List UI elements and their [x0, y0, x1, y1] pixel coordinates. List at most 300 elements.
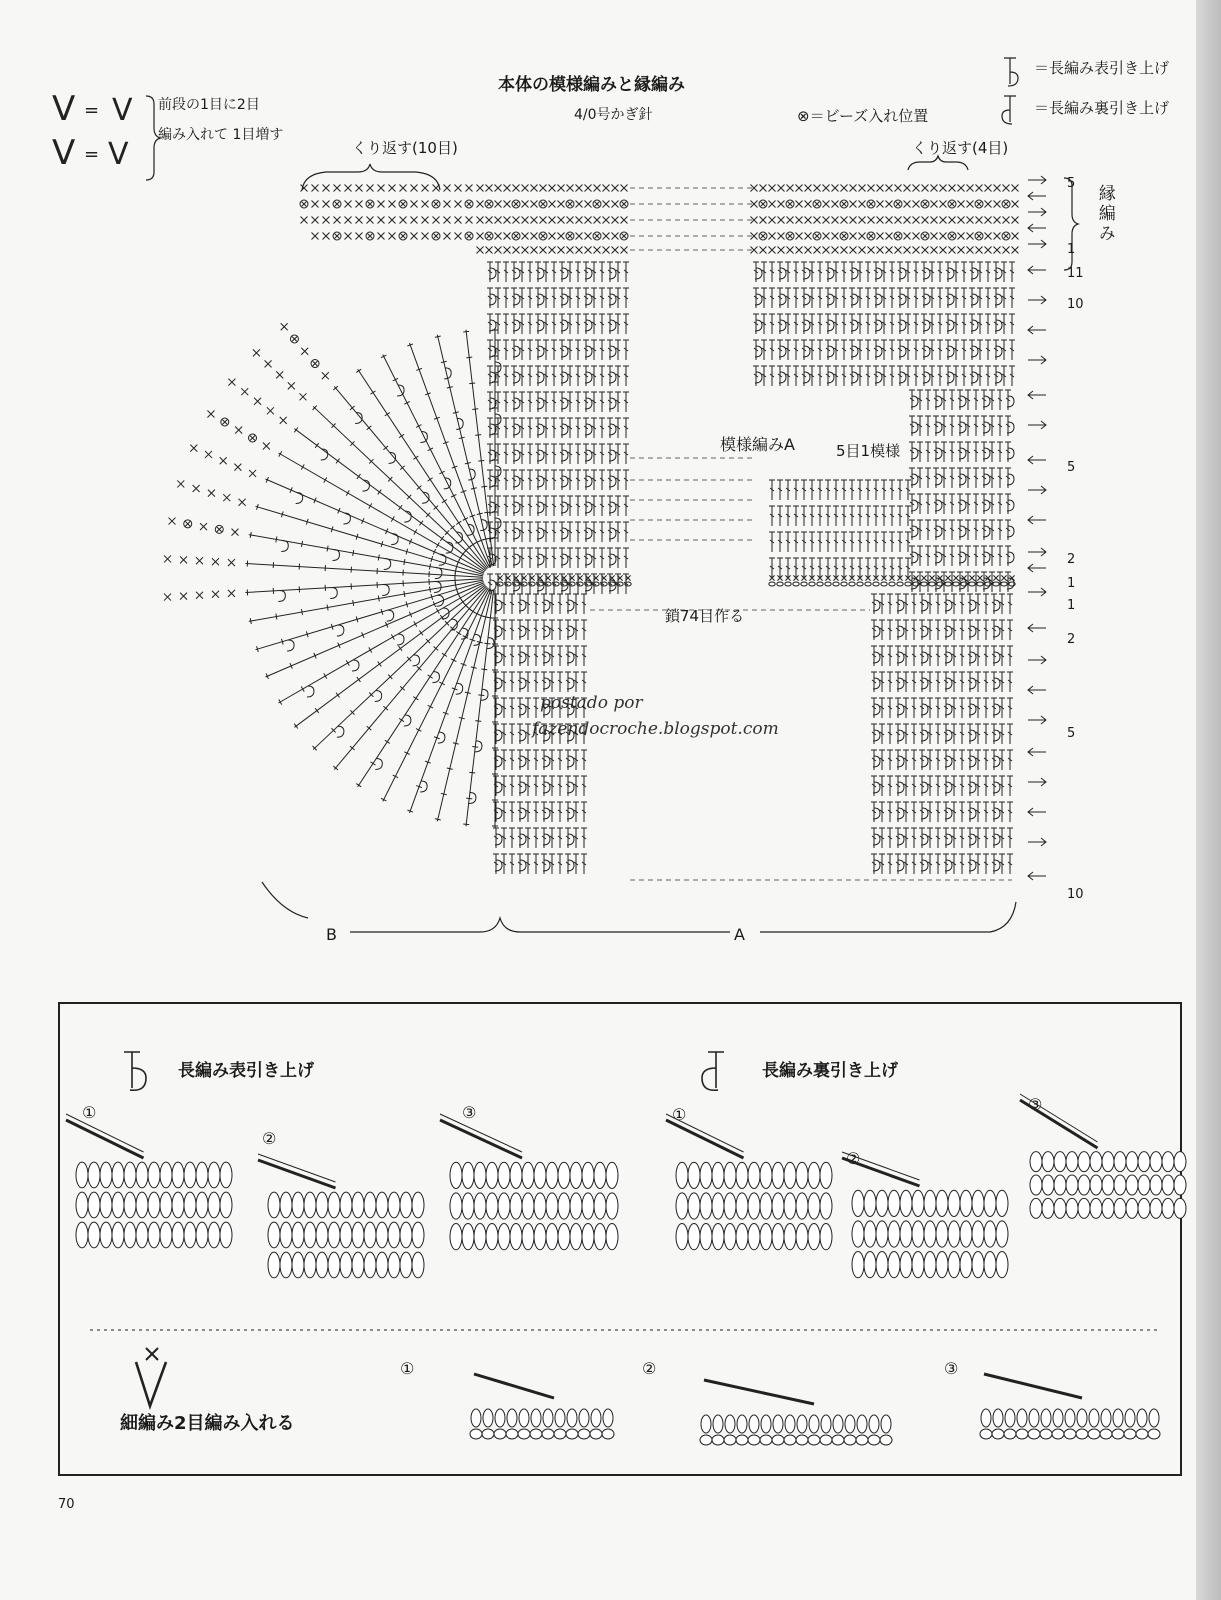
sc-mark	[778, 217, 785, 224]
sc-mark	[896, 234, 901, 239]
sc-mark	[455, 217, 462, 224]
sc-mark	[976, 185, 983, 192]
fpdc-legend: ＝長編み表引き上げ	[1034, 59, 1170, 77]
fan-tick	[276, 614, 277, 620]
sc-mark	[940, 233, 947, 240]
post-mark	[337, 726, 344, 737]
sc-mark	[622, 234, 627, 239]
fan-tick	[463, 331, 469, 332]
sc-mark	[603, 247, 610, 254]
row-arrow	[1028, 838, 1046, 846]
dc-mark	[503, 366, 509, 386]
sc-mark	[896, 202, 901, 207]
fan-tick	[475, 435, 481, 436]
sc-mark	[345, 201, 352, 208]
dc-mark	[623, 574, 629, 594]
dc-mark	[935, 620, 941, 640]
dc-mark	[889, 288, 895, 308]
dc-mark	[801, 480, 807, 500]
sc-mark	[531, 185, 538, 192]
fan-tick	[484, 512, 490, 513]
sc-mark	[778, 233, 785, 240]
sc2-tutorial-title: 細編み2目編み入れる	[120, 1413, 295, 1434]
dc-mark	[857, 506, 863, 526]
sc-mark	[334, 185, 341, 192]
sc-mark	[958, 185, 965, 192]
sc-mark	[621, 247, 628, 254]
sc-mark	[950, 234, 955, 239]
sc-mark	[594, 217, 601, 224]
fan-tick	[414, 529, 417, 534]
row-arrow	[1028, 391, 1046, 399]
dc-mark	[623, 548, 629, 568]
sc-mark	[993, 575, 998, 580]
sc-mark	[585, 233, 592, 240]
sc-mark	[513, 185, 520, 192]
fan-tick	[463, 824, 469, 825]
dc-mark	[887, 854, 893, 874]
dc-mark	[841, 506, 847, 526]
fan-tick	[315, 443, 319, 448]
dc-mark	[925, 520, 931, 540]
dc-mark	[509, 750, 515, 770]
sc-mark	[234, 464, 241, 471]
sc-mark	[940, 217, 947, 224]
sc-mark	[477, 201, 484, 208]
dc-mark	[887, 802, 893, 822]
dc-mark	[817, 480, 823, 500]
fan-tick	[414, 621, 417, 626]
sc-mark	[323, 185, 330, 192]
fpdc-step-1: ①	[82, 1103, 97, 1122]
sc-mark	[356, 201, 363, 208]
fan-ray	[383, 355, 490, 568]
sc-mark	[281, 323, 288, 330]
fan-tick	[399, 434, 404, 437]
sc-mark	[841, 185, 848, 192]
dc-mark	[575, 548, 581, 568]
sc-mark	[378, 185, 385, 192]
sc-mark	[850, 185, 857, 192]
row-num-lower-10: 10	[1067, 887, 1084, 902]
sc-mark	[504, 217, 511, 224]
dc-mark	[599, 574, 605, 594]
dc-mark	[581, 594, 587, 614]
sc-mark	[322, 372, 329, 379]
sc-mark	[895, 247, 902, 254]
sc-mark	[334, 217, 341, 224]
sc-mark	[931, 185, 938, 192]
dc-mark	[769, 506, 775, 526]
sc-mark	[504, 233, 511, 240]
fan-tick	[399, 718, 404, 721]
dc-mark	[983, 620, 989, 640]
fan-tick	[465, 462, 471, 463]
dc-mark	[623, 366, 629, 386]
dc-mark	[817, 288, 823, 308]
dc-mark	[913, 340, 919, 360]
dc-mark	[581, 698, 587, 718]
sc-mark	[265, 360, 272, 367]
dc-mark	[937, 288, 943, 308]
fan-tick	[456, 631, 461, 634]
chain-mark	[889, 582, 895, 586]
dc-mark	[865, 366, 871, 386]
dc-mark	[503, 574, 509, 594]
sc-mark	[761, 202, 766, 207]
sc-mark	[832, 233, 839, 240]
sc-mark	[323, 233, 330, 240]
sc-mark	[267, 407, 274, 414]
sc-mark	[823, 217, 830, 224]
dc-mark	[623, 288, 629, 308]
dc-mark	[509, 672, 515, 692]
fan-tick	[447, 387, 453, 388]
fan-ray	[256, 581, 484, 649]
dc-mark	[785, 558, 791, 578]
fan-tick	[294, 427, 298, 432]
dc-mark	[623, 340, 629, 360]
dc-mark	[599, 444, 605, 464]
row-num-lower-2: 2	[1067, 632, 1076, 647]
sc-mark	[913, 233, 920, 240]
dc-mark	[935, 646, 941, 666]
dc-mark	[557, 854, 563, 874]
sc-mark	[477, 247, 484, 254]
dc-mark	[825, 558, 831, 578]
dc-mark	[983, 724, 989, 744]
fan-tick	[357, 677, 361, 682]
sc-mark	[467, 202, 472, 207]
dc-mark	[925, 494, 931, 514]
motif-label: 5目1模様	[836, 442, 901, 460]
dc-mark	[985, 314, 991, 334]
dc-mark	[817, 532, 823, 552]
sc-mark	[985, 217, 992, 224]
sc-mark	[389, 233, 396, 240]
bpdc-legend: ＝長編み裏引き上げ	[1034, 99, 1170, 117]
sc-mark	[401, 202, 406, 207]
fan-tick	[356, 784, 361, 787]
dc-mark	[557, 672, 563, 692]
sc-mark	[841, 247, 848, 254]
dc-mark	[937, 314, 943, 334]
dc-mark	[865, 340, 871, 360]
dc-mark	[581, 854, 587, 874]
sc-mark	[301, 217, 308, 224]
dc-mark	[817, 262, 823, 282]
dc-mark	[841, 288, 847, 308]
sc-mark	[345, 185, 352, 192]
sc-mark	[788, 234, 793, 239]
dc-mark	[857, 480, 863, 500]
dc-mark	[897, 506, 903, 526]
fpdc-step-2: ②	[262, 1129, 277, 1148]
fan-tick	[378, 596, 379, 602]
sc-mark	[1012, 201, 1019, 208]
sc-mark	[164, 555, 171, 562]
fan-tick	[441, 361, 447, 362]
dc-mark	[905, 558, 911, 578]
dc-mark	[913, 366, 919, 386]
sc-mark	[522, 233, 529, 240]
sc-mark	[444, 217, 451, 224]
sc-mark	[913, 217, 920, 224]
dc-mark	[793, 366, 799, 386]
fpdc-symbol	[1004, 58, 1018, 86]
fan-tick	[327, 605, 328, 611]
dc-mark	[533, 646, 539, 666]
sc-mark	[389, 185, 396, 192]
fan-ray	[256, 506, 484, 574]
sc-mark	[796, 217, 803, 224]
post-mark	[397, 634, 404, 645]
sc-mark	[558, 247, 565, 254]
dc-mark	[809, 532, 815, 552]
sc-mark	[814, 185, 821, 192]
fan-ray	[466, 590, 494, 826]
dc-mark	[937, 262, 943, 282]
row-arrow	[1028, 192, 1046, 200]
sc-mark	[612, 201, 619, 208]
svg-text:V: V	[112, 93, 133, 128]
fan-tick	[477, 513, 483, 514]
fan-tick	[276, 536, 277, 542]
sc2-step-3: ③	[944, 1359, 959, 1378]
sc-mark	[922, 247, 929, 254]
sc-mark	[769, 185, 776, 192]
dc-mark	[937, 340, 943, 360]
dc-mark	[581, 646, 587, 666]
bpdc-step-1: ①	[672, 1105, 687, 1124]
dc-mark	[793, 262, 799, 282]
chain-mark	[769, 582, 775, 586]
sc-mark	[877, 201, 884, 208]
post-mark	[387, 610, 394, 621]
dc-mark	[599, 522, 605, 542]
dc-mark	[887, 776, 893, 796]
dc-mark	[841, 480, 847, 500]
sc-mark	[850, 247, 857, 254]
dc-mark	[935, 802, 941, 822]
sc-mark	[778, 247, 785, 254]
dc-mark	[599, 418, 605, 438]
dc-mark	[623, 470, 629, 490]
dc-mark	[527, 366, 533, 386]
page-edge-shadow	[1196, 0, 1221, 1600]
sc-mark	[823, 233, 830, 240]
sc-mark	[823, 185, 830, 192]
row-num-right-10: 10	[1067, 297, 1084, 312]
fan-tick	[419, 631, 423, 636]
dc-mark	[873, 480, 879, 500]
chain-mark	[833, 582, 839, 586]
svg-text:V: V	[52, 133, 76, 173]
sc-mark	[953, 575, 958, 580]
post-mark	[438, 732, 445, 743]
row-arrow	[1028, 326, 1046, 334]
post-mark	[307, 686, 314, 697]
dc-mark	[817, 366, 823, 386]
bpdc-symbol	[1002, 96, 1016, 124]
dc-mark	[959, 776, 965, 796]
sc-mark	[250, 436, 255, 441]
dc-mark	[961, 340, 967, 360]
dc-mark	[949, 520, 955, 540]
sc-mark	[288, 382, 295, 389]
post-mark	[439, 554, 446, 565]
sc2-step-2: ②	[642, 1359, 657, 1378]
dc-mark	[599, 548, 605, 568]
dc-mark	[887, 620, 893, 640]
fan-tick	[456, 521, 461, 524]
row-arrow	[1028, 686, 1046, 694]
fan-ray	[409, 589, 490, 813]
sc-mark	[823, 247, 830, 254]
sc-mark	[568, 234, 573, 239]
chart-title: 本体の模様編みと縁編み	[498, 75, 685, 95]
dc-mark	[905, 532, 911, 552]
dc-mark	[527, 574, 533, 594]
fan-tick	[301, 686, 304, 691]
sc-mark	[276, 371, 283, 378]
fan-ray	[466, 330, 494, 566]
dc-mark	[793, 506, 799, 526]
sc-mark	[514, 202, 519, 207]
row-arrow	[1028, 266, 1046, 274]
dc-mark	[533, 698, 539, 718]
dc-mark	[509, 620, 515, 640]
sc-mark	[868, 247, 875, 254]
row-arrow	[1028, 624, 1046, 632]
sc-mark	[859, 217, 866, 224]
sc-mark	[335, 202, 340, 207]
sc-mark	[220, 457, 227, 464]
sc-mark	[805, 185, 812, 192]
fan-tick	[391, 516, 394, 521]
row-arrow	[1028, 564, 1046, 572]
post-mark	[375, 758, 382, 769]
dc-mark	[1007, 828, 1013, 848]
dc-mark	[769, 532, 775, 552]
dc-mark	[925, 390, 931, 410]
dc-mark	[961, 314, 967, 334]
fpdc-step-3: ③	[462, 1103, 477, 1122]
sc-mark	[576, 201, 583, 208]
dc-mark	[997, 546, 1003, 566]
dc-mark	[997, 390, 1003, 410]
dc-mark	[551, 444, 557, 464]
row-arrow	[1028, 356, 1046, 364]
fan-tick	[419, 521, 423, 526]
dc-mark	[983, 750, 989, 770]
row-arrow	[1028, 296, 1046, 304]
dc-mark	[925, 442, 931, 462]
dc-mark	[961, 262, 967, 282]
sc-mark	[603, 185, 610, 192]
dc-mark	[985, 262, 991, 282]
post-mark	[278, 591, 285, 602]
sc-mark	[904, 201, 911, 208]
sc-mark	[815, 234, 820, 239]
sc-mark	[823, 201, 830, 208]
post-mark	[382, 585, 389, 596]
dc-mark	[623, 444, 629, 464]
sc-mark	[241, 388, 248, 395]
sc-mark	[949, 185, 956, 192]
sc-mark	[929, 575, 934, 580]
sc-mark	[585, 247, 592, 254]
dc-mark	[1007, 776, 1013, 796]
post-mark	[413, 655, 420, 666]
dc-mark	[997, 442, 1003, 462]
dc-mark	[897, 480, 903, 500]
dc-mark	[581, 672, 587, 692]
sc-mark	[958, 217, 965, 224]
sc-mark	[368, 202, 373, 207]
dc-mark	[769, 314, 775, 334]
fan-tick	[465, 692, 471, 693]
dc-mark	[973, 390, 979, 410]
fan-tick	[435, 336, 441, 337]
dc-mark	[959, 828, 965, 848]
sc-mark	[312, 185, 319, 192]
dc-mark	[533, 776, 539, 796]
dc-mark	[777, 558, 783, 578]
row-num-lower-5: 5	[1067, 726, 1076, 741]
dc-mark	[623, 522, 629, 542]
sc-mark	[815, 202, 820, 207]
row-num-top-1: 1	[1067, 242, 1076, 257]
row-arrow	[1028, 778, 1046, 786]
sc-mark	[621, 217, 628, 224]
dc-mark	[887, 672, 893, 692]
sc-mark	[477, 233, 484, 240]
dc-mark	[769, 366, 775, 386]
dc-mark	[769, 288, 775, 308]
dc-mark	[527, 392, 533, 412]
dc-mark	[841, 314, 847, 334]
sc-mark	[760, 217, 767, 224]
dc-mark	[935, 672, 941, 692]
dc-mark	[1007, 802, 1013, 822]
sc-mark	[486, 185, 493, 192]
fan-tick	[441, 793, 447, 794]
fan-tick	[436, 542, 439, 547]
chain-mark	[881, 582, 887, 586]
sc-mark	[467, 234, 472, 239]
sc-mark	[541, 234, 546, 239]
dc-mark	[865, 262, 871, 282]
dc-mark	[949, 416, 955, 436]
border-label: 縁編み	[1094, 184, 1115, 244]
sc-mark	[477, 185, 484, 192]
dc-mark	[581, 828, 587, 848]
chain-mark	[809, 582, 815, 586]
chain-mark	[841, 582, 847, 586]
sc-mark	[612, 185, 619, 192]
sc-mark	[531, 217, 538, 224]
row-arrow	[1028, 456, 1046, 464]
fan-tick	[435, 819, 441, 820]
dc-mark	[801, 532, 807, 552]
dc-mark	[849, 480, 855, 500]
dc-mark	[503, 392, 509, 412]
chain-mark	[1001, 582, 1007, 586]
sc-mark	[967, 247, 974, 254]
sc-mark	[904, 217, 911, 224]
dc-mark	[985, 340, 991, 360]
